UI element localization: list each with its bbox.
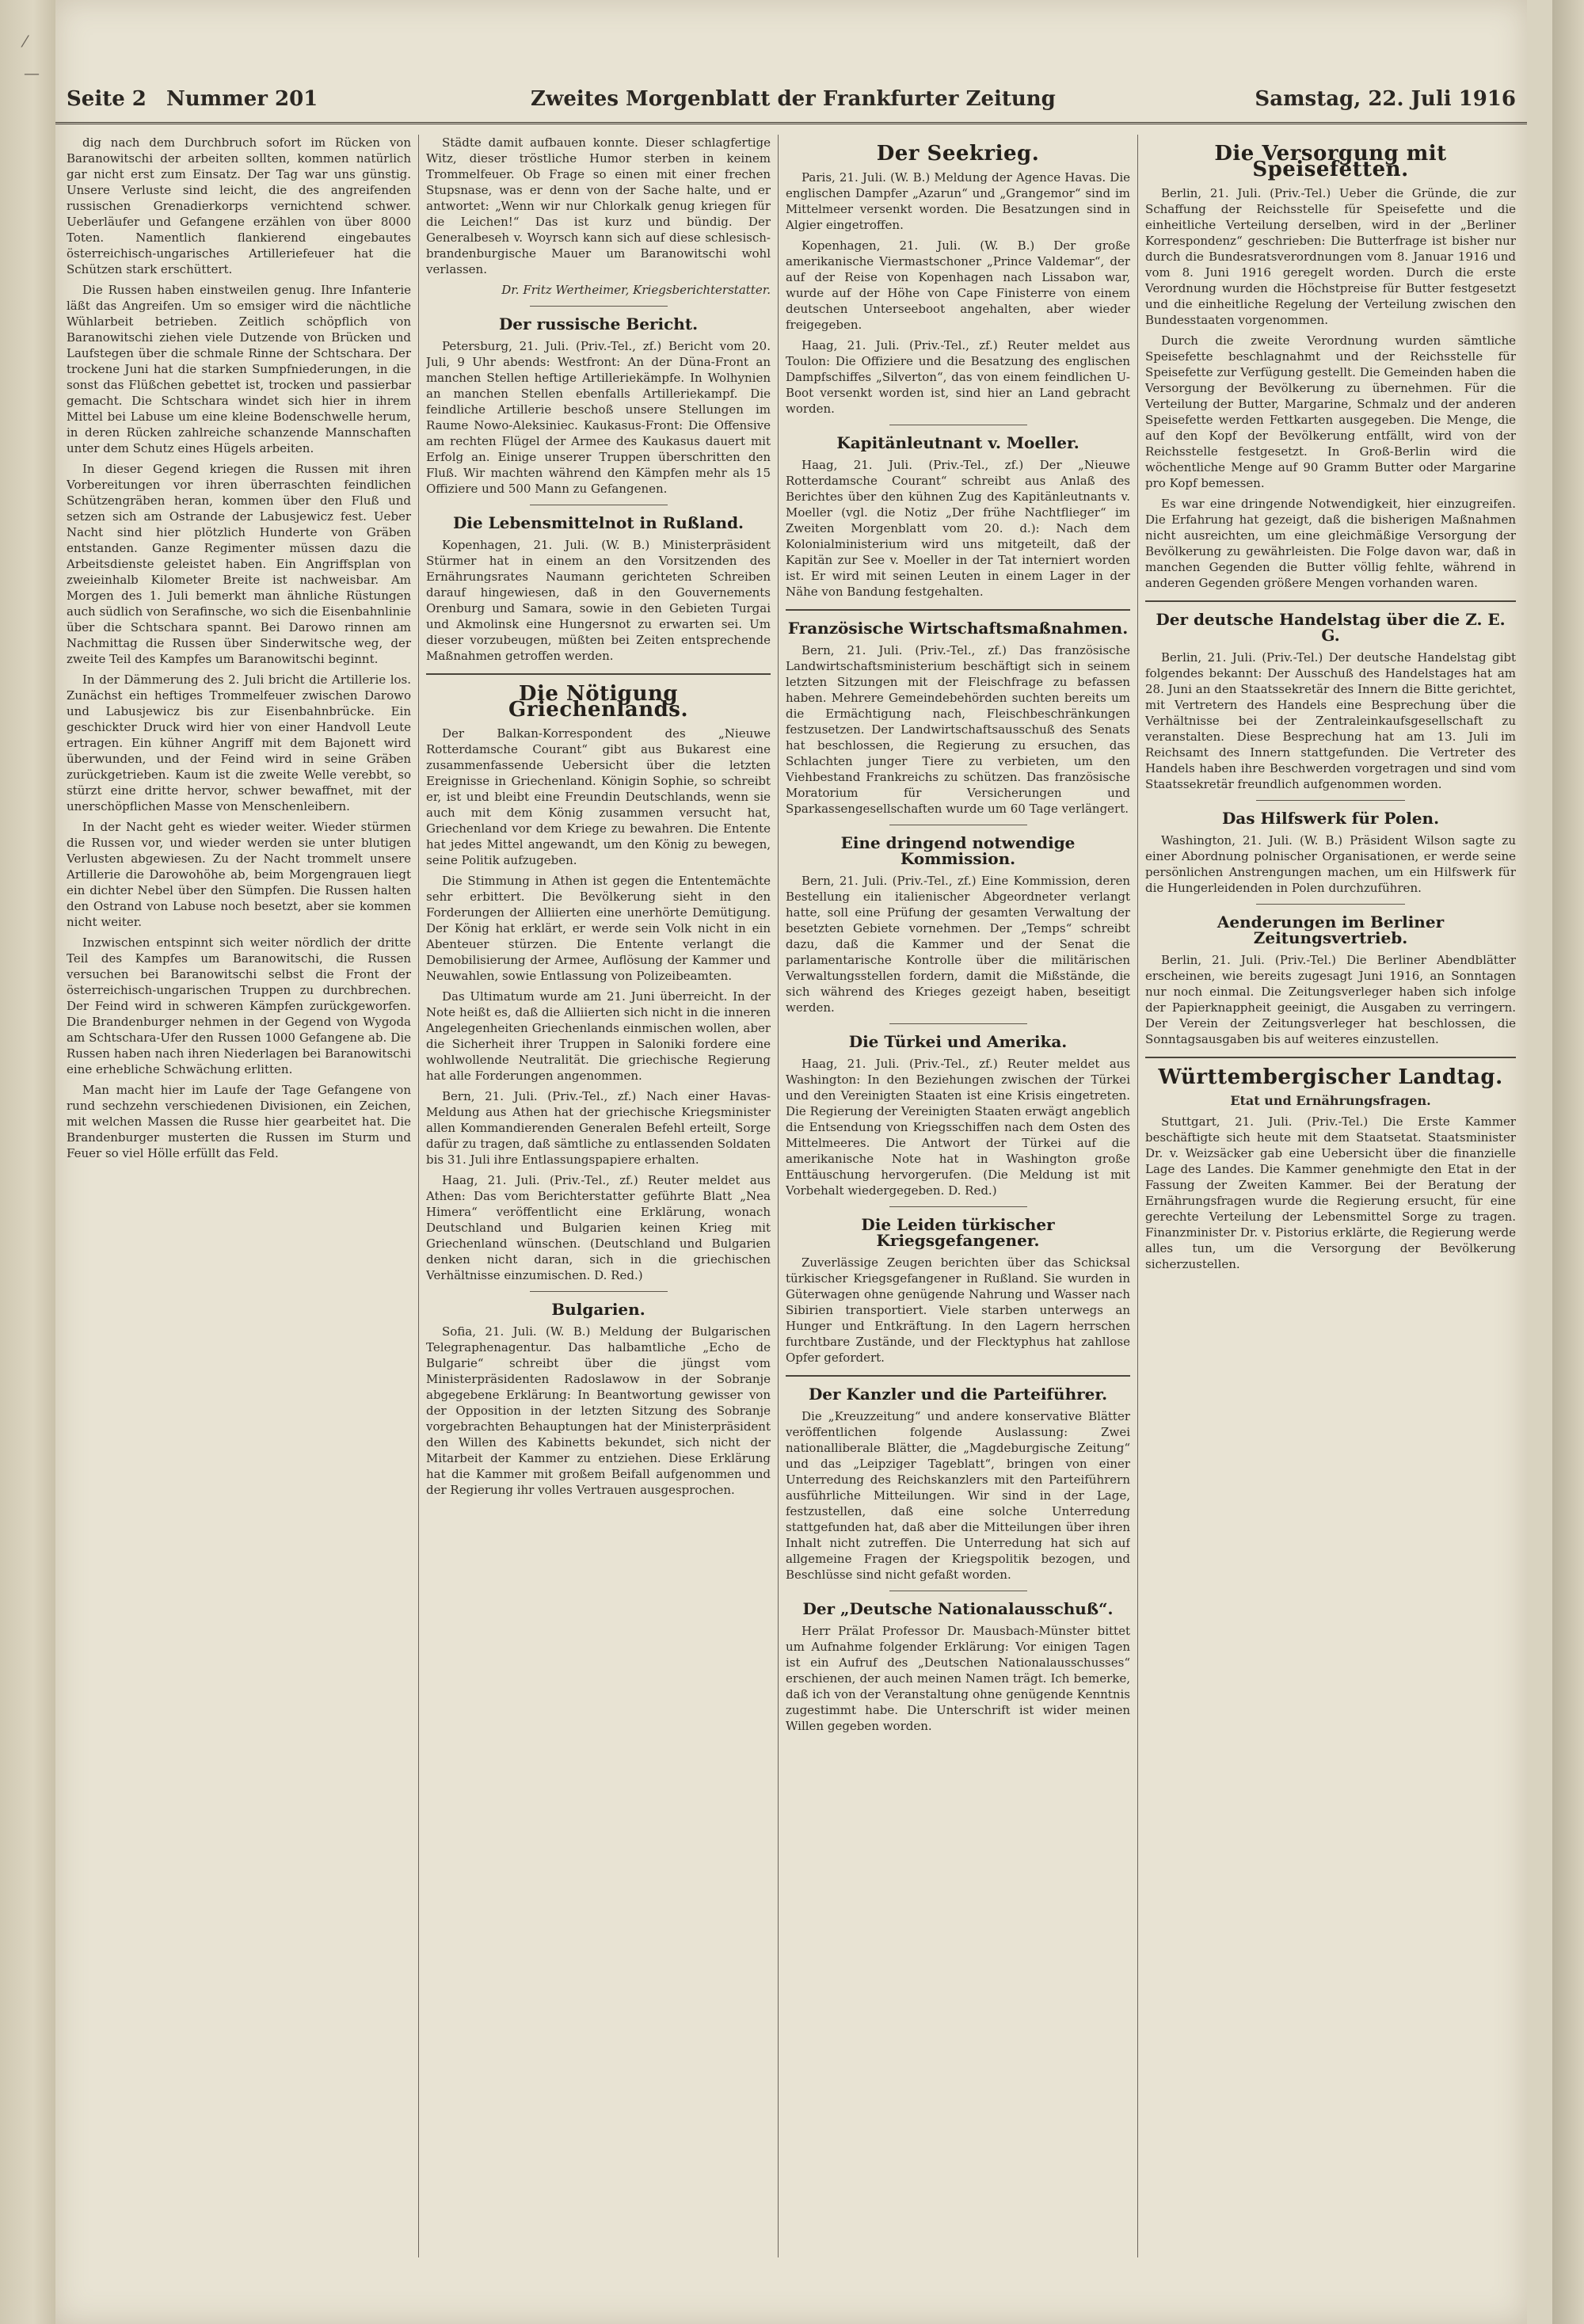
page-header: [55, 87, 1527, 124]
headline-landtag: Württembergischer Landtag.: [1158, 1065, 1503, 1089]
headline-seekrieg: Der Seekrieg.: [876, 142, 1040, 166]
col1-paragraph: Inzwischen entspinnt sich weiter nördlich der dritte Teil des Kampfes um Baranowitschi, die Russen versuchen bei Baranowitschi selbst die Front der österreichisch-ungarischen Truppen zu durchbrechen. Der Feind wird in schweren Kämpfen zurückgeworfen. Die Brandenburger nehmen in der Gegend von Wygoda am Schtschara-Ufer den Russen 1000 Gefangene ab. Die Russen haben nach ihren Niederlagen bei Baranowitschi eine erhebliche Schwächung erlitten.: [67, 935, 411, 1076]
col3-paragraph: Haag, 21. Juli. (Priv.-Tel., zf.) Der „Nieuwe Rotterdamsche Courant“ schreibt aus Anlaß des Berichtes über den kühnen Zug des Kapitänleutnants v. Moeller (vgl. die Notiz „Der frühe Nachtflieger“ im Zweiten Morgenblatt vom 20. d.): Nach dem Kolonialministerium wird uns mitgeteilt, daß der Kapitän zur See v. Moeller in der Tat interniert worden ist. Er wird mit seinen Leuten in einem Lager in der Nähe von Bandung festgehalten.: [786, 458, 1130, 599]
column-1: [67, 135, 411, 2257]
col3-paragraph: Paris, 21. Juli. (W. B.) Meldung der Agence Havas. Die englischen Dampfer „Azarun“ und „Grangemor“ sind im Mittelmeer versenkt worden. Die Besatzungen sind in Algier eingetroffen.: [786, 170, 1130, 232]
headline-noetigung-griechenlands: Die Nötigung Griechenlands.: [508, 682, 688, 722]
divider: [426, 673, 771, 675]
headline-bulgarien: Bulgarien.: [551, 1300, 645, 1319]
margin-mark-rule: —: [24, 63, 40, 82]
col2-paragraph: Der Balkan-Korrespondent des „Nieuwe Rotterdamsche Courant“ gibt aus Bukarest eine zusammenfassende Uebersicht über die letzten Ereignisse in Griechenland. Königin Sophie, so schreibt er, ist und bleibt eine Freundin Deutschlands, wenn sie auch mit dem König zusammen versucht hat, Griechenland vor dem Kriege zu bewahren. Die Entente hat jedes Mittel angewandt, um den König zu bewegen, seine Politik aufzugeben.: [426, 726, 771, 867]
headline-nationalausschuss: Der „Deutsche Nationalausschuß“.: [802, 1599, 1114, 1618]
col3-paragraph: Zuverlässige Zeugen berichten über das Schicksal türkischer Kriegsgefangener in Rußland. Sie wurden in Güterwagen ohne genügende Nahrung und Wasser nach Sibirien transportiert. Viele starben unterwegs an Hunger und Entkräftung. In den Lagern herrschen furchtbare Zustände, und der Flecktyphus hat zahllose Opfer gefordert.: [786, 1255, 1130, 1365]
divider: [786, 1375, 1130, 1377]
col4-paragraph: Berlin, 21. Juli. (Priv.-Tel.) Der deutsche Handelstag gibt folgendes bekannt: Der Ausschuß des Handelstages hat am 28. Juni an den Staatssekretär des Innern die Bitte gerichtet, mit Vertretern des Handels eine Besprechung über die Verhältnisse bei der Zentraleinkaufsgesellschaft zu veranstalten. Diese Besprechung hat am 13. Juli im Reichsamt des Innern stattgefunden. Die Vertreter des Handels haben ihre Beschwerden vorgetragen und sind vom Staatssekretär freundlich aufgenommen worden.: [1145, 650, 1516, 791]
book-spine: [0, 0, 55, 2324]
col1-paragraph: In dieser Gegend kriegen die Russen mit ihren Vorbereitungen vor ihren überraschten feindlichen Schützengräben heran, kommen über den Fluß und setzen sich am Ostrande der Labusjewicz fest. Ueber Nacht sind hier plötzlich Hunderte von Gräben entstanden. Ganze Regimenter müssen dazu die Arbeitsdienste geleistet haben. Ein Angriffsplan von zweieinhalb Kilometer Breite ist nachweisbar. Am Morgen des 1. Juli bemerkt man ähnliche Rüstungen auch südlich von Serafinsche, wo sich die Eisenbahnlinie über die Schtschara spannt. Bei Darowo rinnen am Nachmittag die Russen über Sinderwitsche weg, der zweite Teil des Kampfes um Baranowitschi beginnt.: [67, 462, 411, 666]
issue-date: Samstag, 22. Juli 1916: [1255, 87, 1516, 111]
col1-paragraph: Man macht hier im Laufe der Tage Gefangene von rund sechzehn verschiedenen Divisionen, ein Zeichen, mit welchen Massen die Russe hier gearbeitet hat. Die Brandenburger musterten die Russen im Sturm und Feuer so viel Hölle erfüllt das Feld.: [67, 1083, 411, 1160]
col3-paragraph: Die „Kreuzzeitung“ und andere konservative Blätter veröffentlichen folgende Auslassung: Zwei nationalliberale Blätter, die „Magdeburgische Zeitung“ und das „Leipziger Tageblatt“, bringen von einer Unterredung des Reichskanzlers mit den Parteiführern ausführliche Mitteilungen. Wir sind in der Lage, festzustellen, daß eine solche Unterredung stattgefunden hat, daß aber die Mitteilungen über ihren Inhalt nicht zutreffen. Die Unterredung hat sich auf allgemeine Fragen der Kriegspolitik bezogen, und Beschlüsse sind nicht gefaßt worden.: [786, 1409, 1130, 1582]
col1-paragraph: dig nach dem Durchbruch sofort im Rücken von Baranowitschi der arbeiten sollten, kommen natürlich gar nicht erst zum Einsatz. Der Tag war uns günstig. Unsere Verluste sind leicht, die des angreifenden russischen Grenadierkorps vernichtend schwer. Ueberläufer und Gefangene erzählen von über 8000 Toten. Namentlich flankierend eingebautes österreichisch-ungarisches Artilleriefeuer hat die Schützen stark erschüttert.: [67, 135, 411, 276]
col1-paragraph: Die Russen haben einstweilen genug. Ihre Infanterie läßt das Angreifen. Um so emsiger wird die nächtliche Wühlarbeit betrieben. Zeitlich schöpflich von Baranowitschi ziehen viele Dutzende von Brücken und Laufstegen über die schmale Rinne der Schtschara. Der trockene Juni hat die starken Sumpfniederungen, in die sonst das Flüßchen gebettet ist, trocken und passierbar gemacht. Die Schtschara windet sich hier in ihrem Mittel bei Labuse um eine kleine Bodenschwelle herum, in deren Rücken zahlreiche schanzende Mannschaften unter dem Schutz eines Hügels arbeiten.: [67, 283, 411, 455]
headline-kommission: Eine dringend notwendige Kommission.: [840, 833, 1076, 868]
col4-paragraph: Stuttgart, 21. Juli. (Priv.-Tel.) Die Erste Kammer beschäftigte sich heute mit dem Staatsetat. Staatsminister Dr. v. Weizsäcker gab eine Uebersicht über die finanzielle Lage des Landes. Die Kammer genehmigte den Etat in der Fassung der Zweiten Kammer. Bei der Beratung der Ernährungsfragen wurde die Regierung ersucht, für eine gerechte Verteilung der Lebensmittel Sorge zu tragen. Finanzminister Dr. v. Pistorius erklärte, die Regierung werde alles tun, um die Versorgung der Bevölkerung sicherzustellen.: [1145, 1114, 1516, 1271]
headline-zeitungsvertrieb: Aenderungen im Berliner Zeitungsvertrieb.: [1217, 912, 1445, 947]
col2-paragraph: Das Ultimatum wurde am 21. Juni überreicht. In der Note heißt es, daß die Alliierten sich nicht in die inneren Angelegenheiten Griechenlands einmischen wollen, aber die Sicherheit ihrer Truppen in Saloniki fordere eine wohlwollende Neutralität. Die griechische Regierung hat alle Forderungen angenommen.: [426, 989, 771, 1083]
headline-hilfswerk-polen: Das Hilfswerk für Polen.: [1221, 809, 1440, 828]
divider: [1256, 800, 1404, 801]
column-divider: [778, 135, 779, 2257]
col4-paragraph: Berlin, 21. Juli. (Priv.-Tel.) Die Berliner Abendblätter erscheinen, wie bereits zugesagt Juni 1916, an Sonntagen nur noch einmal. Die Zeitungsverleger haben sich infolge der Papierknappheit geeinigt, die Ausgaben zu verringern. Der Verein der Zeitungsverleger hat beschlossen, die Sonntagsausgaben bis auf weiteres einzustellen.: [1145, 953, 1516, 1046]
col2-paragraph: Kopenhagen, 21. Juli. (W. B.) Ministerpräsident Stürmer hat in einem an den Vorsitzenden des Ernährungsrates Naumann gerichteten Schreiben darauf hingewiesen, daß in den Gouvernements Orenburg und Samara, sowie in den Gebieten Turgai und Akmolinsk eine Hungersnot zu erwarten sei. Um dieser vorzubeugen, müßten bei Zeiten entsprechende Maßnahmen getroffen werden.: [426, 538, 771, 663]
page-number: Seite 2: [67, 87, 147, 111]
col2-paragraph: Sofia, 21. Juli. (W. B.) Meldung der Bulgarischen Telegraphenagentur. Das halbamtliche „Echo de Bulgarie“ schreibt über die jüngst vom Ministerpräsidenten Radoslawow in der Sobranje abgegebene Erklärung: In Beantwortung gewisser von der Opposition in der letzten Sitzung des Sobranje vorgebrachten Behauptungen hat der Ministerpräsident den Willen des Kabinetts bekundet, sich nicht der Mitarbeit der Kammer zu entziehen. Diese Erklärung hat die Kammer mit großem Beifall aufgenommen und der Regierung ihr volles Vertrauen ausgesprochen.: [426, 1324, 771, 1497]
column-divider: [1137, 135, 1138, 2257]
col4-paragraph: Es war eine dringende Notwendigkeit, hier einzugreifen. Die Erfahrung hat gezeigt, daß die bisherigen Maßnahmen nicht ausreichten, um eine gleichmäßige Versorgung der Bevölkerung zu gewährleisten. Die Folge davon war, daß in manchen Gegenden die Butter völlig fehlte, während in anderen Gegenden größere Mengen vorhanden waren.: [1145, 497, 1516, 590]
divider: [1145, 1057, 1516, 1058]
divider: [530, 306, 668, 307]
margin-mark-top: ⁄: [24, 32, 27, 51]
col4-paragraph: Berlin, 21. Juli. (Priv.-Tel.) Ueber die Gründe, die zur Schaffung der Reichsstelle für Speisefette und die einheitliche Verteilung derselben, wird in der „Berliner Korrespondenz“ geschrieben: Die Butterfrage ist bisher nur durch die Bundesratsverordnungen vom 8. Januar 1916 und vom 8. Juni 1916 geregelt worden. Durch die erste Verordnung wurden die Höchstpreise für Butter festgesetzt und die einheitliche Regelung der Verteilung zwischen den Bundesstaaten vorgenommen.: [1145, 186, 1516, 327]
newspaper-page: [55, 0, 1527, 2324]
col1-paragraph: In der Dämmerung des 2. Juli bricht die Artillerie los. Zunächst ein heftiges Trommelfeuer zwischen Darowo und Labusjewicz bis zur Eisenbahnbrücke. Ein geschickter Druck wird hier von einer Handvoll Leute ertragen. Ein kühner Angriff mit dem Bajonett wird überwunden, und der Feind wird in seine Gräben zurückgetrieben. Kaum ist die zweite Welle verebbt, so stürzt eine dritte hervor, schwer bewaffnet, mit der unerschöpflichen Masse von Menschenleibern.: [67, 672, 411, 813]
col2-paragraph: Haag, 21. Juli. (Priv.-Tel., zf.) Reuter meldet aus Athen: Das vom Berichterstatter geführte Blatt „Nea Himera“ veröffentlicht eine Erklärung, wonach Deutschland und Bulgarien keinen Krieg mit Griechenland wünschen. (Deutschland und Bulgarien denken nicht daran, sich in die griechischen Verhältnisse einzumischen. D. Red.): [426, 1173, 771, 1282]
col4-paragraph: Durch die zweite Verordnung wurden sämtliche Speisefette beschlagnahmt und der Reichsstelle für Speisefette zur Verfügung gestellt. Die Gemeinden haben die Versorgung der Bevölkerung zu übernehmen. Für die Verteilung der Butter, Margarine, Schmalz und der anderen Speisefette werden Fettkarten ausgegeben. Die Menge, die auf den Kopf der Bevölkerung entfällt, wird von der Reichsstelle festgesetzt. In Groß-Berlin wird die wöchentliche Menge auf 90 Gramm Butter oder Margarine pro Kopf bemessen.: [1145, 333, 1516, 490]
subheadline-landtag: Etat und Ernährungsfragen.: [1230, 1093, 1431, 1108]
headline-speisefette: Die Versorgung mit Speisefetten.: [1214, 142, 1447, 181]
col2-paragraph: Bern, 21. Juli. (Priv.-Tel., zf.) Nach einer Havas-Meldung aus Athen hat der griechische Kriegsminister allen Kommandierenden Generalen Befehl erteilt, Sorge dafür zu tragen, daß sämtliche zu entlassenden Soldaten bis 31. Juli ihre Entlassungspapiere erhalten.: [426, 1089, 771, 1167]
divider: [889, 1206, 1027, 1207]
col3-paragraph: Kopenhagen, 21. Juli. (W. B.) Der große amerikanische Viermastschoner „Prince Valdemar“, der auf der Reise von Kopenhagen nach Lissabon war, wurde auf der Höhe von Cape Finisterre von einem deutschen Unterseeboot angehalten, aber wieder freigegeben.: [786, 238, 1130, 332]
divider: [889, 1023, 1027, 1024]
col3-paragraph: Bern, 21. Juli. (Priv.-Tel., zf.) Eine Kommission, deren Bestellung ein italienischer Abgeordneter verlangt hatte, soll eine Prüfung der gesamten Verwaltung der besetzten Gebiete vornehmen. Der „Temps“ schreibt dazu, daß die Kammer und der Senat die parlamentarische Kontrolle über die militärischen Verwaltungsstellen fordern, damit die Mißstände, die sich während des Krieges gezeigt haben, beseitigt werden.: [786, 874, 1130, 1015]
col3-paragraph: Bern, 21. Juli. (Priv.-Tel., zf.) Das französische Landwirtschaftsministerium beschäftigt sich in seinem letzten Sitzungen mit der Fleischfrage zu befassen haben. Mehrere Gemeindebehörden suchten bereits um die Ermächtigung nach, Fleischbeschränkungen festzusetzen. Der Landwirtschaftsausschuß des Senats hat beschlossen, die Regierung zu ersuchen, das Schlachten junger Tiere zu verbieten, um den Viehbestand Frankreichs zu schützen. Das französische Moratorium für Versicherungen und Sparkassengesellschaften wurde um 60 Tage verlängert.: [786, 643, 1130, 816]
column-2: [426, 135, 771, 2257]
col3-paragraph: Herr Prälat Professor Dr. Mausbach-Münster bittet um Aufnahme folgender Erklärung: Vor einigen Tagen ist ein Aufruf des „Deutschen Nationalausschusses“ erschienen, der auch meinen Namen trägt. Ich bemerke, daß ich von der Veranstaltung ohne genügende Kenntnis zugestimmt habe. Die Unterschrift ist wider meinen Willen gegeben worden.: [786, 1624, 1130, 1733]
headline-russischer-bericht: Der russische Bericht.: [498, 314, 699, 333]
divider: [530, 1291, 668, 1292]
headline-tuerkei-amerika: Die Türkei und Amerika.: [848, 1032, 1068, 1051]
column-divider: [418, 135, 419, 2257]
issue-number: Nummer 201: [166, 87, 318, 111]
col4-paragraph: Washington, 21. Juli. (W. B.) Präsident Wilson sagte zu einer Abordnung polnischer Organisationen, er werde seine persönlichen Anstrengungen machen, um ein Hilfswerk für die Hungerleidenden in Polen durchzuführen.: [1145, 833, 1516, 895]
col2-paragraph: Die Stimmung in Athen ist gegen die Ententemächte sehr erbittert. Die Bevölkerung sieht in den Forderungen der Alliierten eine unerhörte Demütigung. Der König hat erklärt, er werde sein Volk nicht in ein Abenteuer stürzen. Die Entente verlangt die Demobilisierung der Armee, Auflösung der Kammer und Neuwahlen, sowie Entlassung von Polizeibeamten.: [426, 874, 771, 983]
divider: [1145, 600, 1516, 602]
headline-kanzler-parteifuehrer: Der Kanzler und die Parteiführer.: [808, 1385, 1108, 1404]
divider: [786, 609, 1130, 611]
headline-wirtschaftsmassnahmen: Französische Wirtschaftsmaßnahmen.: [787, 619, 1129, 638]
divider: [1256, 904, 1404, 905]
headline-kriegsgefangene: Die Leiden türkischer Kriegsgefangener.: [861, 1215, 1055, 1250]
column-3: [786, 135, 1130, 2257]
adjacent-page-edge: [1552, 0, 1584, 2324]
col3-paragraph: Haag, 21. Juli. (Priv.-Tel., zf.) Reuter meldet aus Washington: In den Beziehungen zwischen der Türkei und den Vereinigten Staaten ist eine Krisis eingetreten. Die Regierung der Vereinigten Staaten erwägt angeblich die Entsendung von Kriegsschiffen nach dem Osten des Mittelmeeres. Die Antwort der Türkei auf die amerikanische Note hat in Washington große Enttäuschung hervorgerufen. (Die Meldung ist mit Vorbehalt wiedergegeben. D. Red.): [786, 1057, 1130, 1198]
headline-kapitaenleutnant: Kapitänleutnant v. Moeller.: [836, 433, 1079, 452]
headline-lebensmittelnot: Die Lebensmittelnot in Rußland.: [452, 513, 744, 532]
col1-paragraph: In der Nacht geht es wieder weiter. Wieder stürmen die Russen vor, und wieder werden sie unter blutigen Verlusten abgewiesen. Zu der Nacht trommelt unsere Artillerie die Darowohöhe ab, beim Morgengrauen liegt ein dichter Nebel über den Sümpfen. Die Russen halten den Ostrand von Labuse noch besetzt, aber sie kommen nicht weiter.: [67, 820, 411, 929]
article-signature: Dr. Fritz Wertheimer, Kriegsberichterstatter.: [501, 283, 771, 297]
col2-paragraph: Städte damit aufbauen konnte. Dieser schlagfertige Witz, dieser tröstliche Humor sterben in keinem Trommelfeuer. Ob Frage so einen mit einer frechen Stupsnase, was er denn von der Sache halte, und er antwortet: „Wenn wir nur Chlorkalk genug kriegen für die Leichen!“ Das ist kurz und bündig. Der Generalbeseh v. Woyrsch kann sich auf diese schlesisch-brandenburgische Mauer um Baranowitschi wohl verlassen.: [426, 135, 771, 276]
masthead: Zweites Morgenblatt der Frankfurter Zeitung: [531, 87, 1056, 111]
col2-paragraph: Petersburg, 21. Juli. (Priv.-Tel., zf.) Bericht vom 20. Juli, 9 Uhr abends: Westfront: An der Düna-Front an manchen Stellen heftige Artilleriekämpfe. In Wolhynien an manchen Stellen ebenfalls Artilleriekampf. Die feindliche Artillerie beschoß unsere Stellungen im Raume Nowo-Aleksiniec. Kaukasus-Front: Die Offensive am rechten Flügel der Armee des Kaukasus dauert mit Erfolg an. Einige unserer Truppen überschritten den Fluß. Wir machten während den Kämpfen mehr als 15 Offiziere und 500 Mann zu Gefangenen.: [426, 339, 771, 496]
headline-handelstag: Der deutsche Handelstag über die Z. E. G.: [1156, 610, 1506, 645]
column-4: [1145, 135, 1516, 2257]
col3-paragraph: Haag, 21. Juli. (Priv.-Tel., zf.) Reuter meldet aus Toulon: Die Offiziere und die Besatzung des englischen Dampfschiffes „Silverton“, das von einem feindlichen U-Boot versenkt worden ist, sind hier an Land gebracht worden.: [786, 338, 1130, 416]
